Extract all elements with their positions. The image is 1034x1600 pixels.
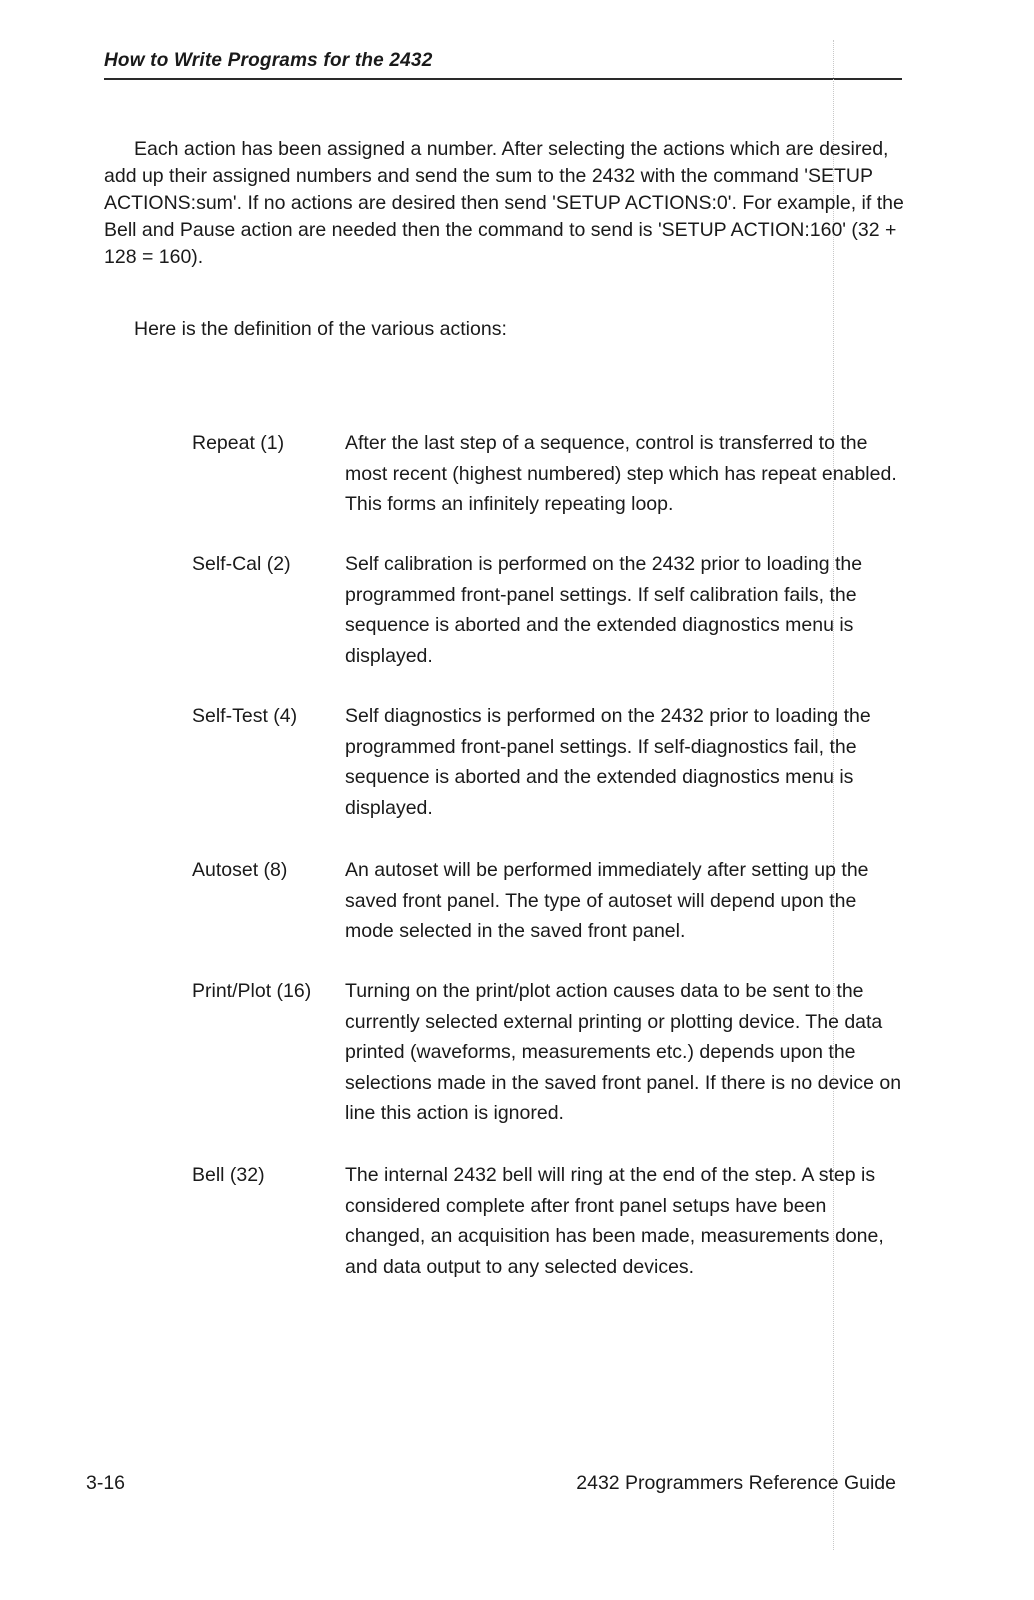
action-term: Repeat (1) <box>192 432 285 454</box>
action-description: Self diagnostics is performed on the 2432 prior to loading the programmed front-panel settings. If self-diagnostics fail, the sequence is aborted and the extended diagnostics menu is displayed. <box>345 705 871 819</box>
intro-text: Each action has been assigned a number. After selecting the actions which are desired, add up their assigned numbers and send the sum to the 2432 with the command 'SETUP ACTIONS:sum'. If no actions are desired then send 'SETUP ACTIONS:0'. For example, if the Bell and Pause action are needed then the command to send is 'SETUP ACTION:160' (32 + 128 = 160). <box>104 138 904 268</box>
header-rule <box>104 78 902 80</box>
intro-paragraph <box>104 136 904 271</box>
action-term: Bell (32) <box>192 1164 265 1186</box>
page-number: 3-16 <box>86 1472 126 1494</box>
running-head-title: How to Write Programs for the 2432 <box>104 50 433 71</box>
action-term: Autoset (8) <box>192 859 288 881</box>
action-term: Print/Plot (16) <box>192 980 312 1002</box>
footer-book-title: 2432 Programmers Reference Guide <box>576 1472 896 1494</box>
action-description: An autoset will be performed immediately after setting up the saved front panel. The type of autoset will depend upon the mode selected in the saved front panel. <box>345 859 869 942</box>
action-description: After the last step of a sequence, control is transferred to the most recent (highest numbered) step which has repeat enabled. This forms an infinitely repeating loop. <box>345 432 897 515</box>
definitions-lead: Here is the definition of the various actions: <box>134 318 507 340</box>
action-term: Self-Test (4) <box>192 705 298 727</box>
action-description: The internal 2432 bell will ring at the end of the step. A step is considered complete after front panel setups have been changed, an acquisition has been made, measurements done, and data output to any selected devices. <box>345 1164 884 1278</box>
action-term: Self-Cal (2) <box>192 553 291 575</box>
action-description: Turning on the print/plot action causes data to be sent to the currently selected external printing or plotting device. The data printed (waveforms, measurements etc.) depends upon the selections made in the saved front panel. If there is no device on line this action is ignored. <box>345 980 902 1124</box>
action-description: Self calibration is performed on the 2432 prior to loading the programmed front-panel settings. If self calibration fails, the sequence is aborted and the extended diagnostics menu is displayed. <box>345 553 863 667</box>
